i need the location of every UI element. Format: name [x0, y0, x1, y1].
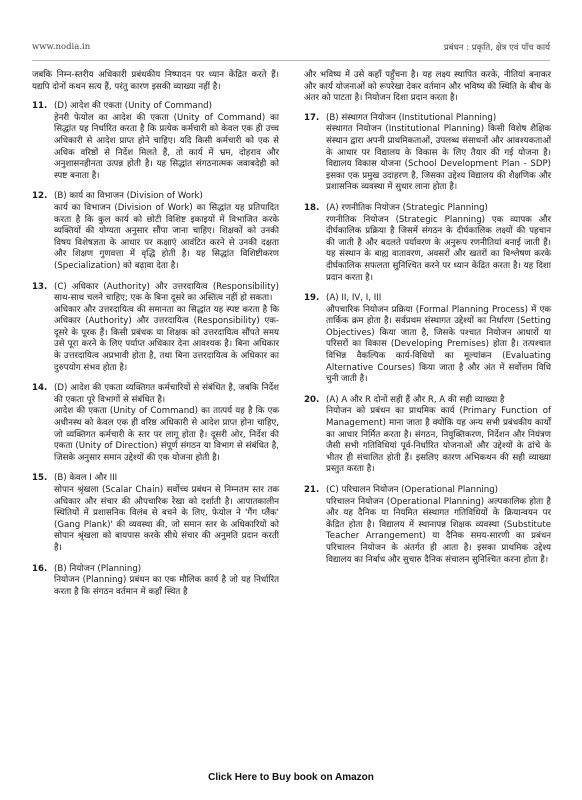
chapter-title: प्रबंधन : प्रकृति, क्षेत्र एवं पाँच कार्य	[443, 42, 550, 53]
continued-paragraph: और भविष्य में उसे कहाँ पहुँचना है। यह लक्ष्य स्थापित करके, नीतियां बनाकर और कार्य योजनाओं को रूपरेखा देकर वर्तमान और भविष्य की स्थिति के बीच के अंतर को पाटता है। नियोजन दिशा प्रदान करता है।	[304, 70, 551, 104]
answer-item	[304, 485, 551, 566]
answer-item	[304, 395, 551, 476]
answer-option: (B) केवल I और III	[54, 473, 118, 484]
answer-item	[304, 293, 551, 386]
answer-body	[54, 473, 279, 554]
answer-body	[326, 293, 551, 386]
answer-explanation: संस्थागत नियोजन (Institutional Planning) किसी विशेष शैक्षिक संस्थान द्वारा अपनी प्राथमिकताओं, उपलब्ध संसाधनों और आवश्यकताओं के आधार पर विद्यालय के विकास के लिए तैयार की गई योजना है। विद्यालय विकास योजना (School Development Plan - SDP) इसका एक प्रमुख उदाहरण है, जिसका उद्देश्य विद्यालय की शैक्षणिक और प्रशासनिक व्यवस्था में सुधार लाना होता है।	[326, 124, 551, 193]
buy-book-link[interactable]: Click Here to Buy book on Amazon	[208, 772, 374, 783]
question-number: 16.	[32, 563, 48, 574]
question-number: 11.	[32, 101, 48, 112]
answer-option: (C) परिचालन नियोजन (Operational Planning)	[326, 485, 499, 495]
answer-explanation: परिचालन नियोजन (Operational Planning) अल्पकालिक होता है और यह दैनिक या नियमित संस्थागत गतिविधियों के क्रियान्वयन पर केंद्रित होता है। विद्यालय में स्थानापन्न शिक्षक व्यवस्था (Substitute Teacher Arrangement) या दैनिक समय-सारणी का प्रबंधन परिचालन नियोजन के अंतर्गत ही आता है। इसका प्राथमिक उद्देश्य विद्यालय का निर्बाध और सुचारु दैनिक संचालन सुनिश्चित करना होता है।	[326, 496, 551, 565]
answer-body	[54, 282, 279, 375]
question-number: 17.	[304, 112, 320, 123]
answer-explanation: अधिकार और उत्तरदायित्व की समानता का सिद्धांत यह स्पष्ट करता है कि अधिकार (Authority) और उत्तरदायित्व (Responsibility) एक-दूसरे के पूरक हैं। किसी प्रबंधक या शिक्षक को उत्तरदायित्व सौंपते समय उसे पूरा करने के लिए पर्याप्त अधिकार देना आवश्यक है। बिना अधिकार के उत्तरदायित्व अप्रभावी होता है, तथा बिना उत्तरदायित्व के अधिकार का दुरुपयोग संभव होता है।	[54, 304, 279, 373]
answer-explanation: सोपान श्रृंखला (Scalar Chain) सर्वोच्च प्रबंधन से निम्नतम स्तर तक अधिकार और संचार की औपचारिक रेखा को दर्शाती है। आपातकालीन स्थितियों में प्रशासनिक विलंब से बचने के लिए, फेयोल ने 'गैंग प्लैंक' (Gang Plank)' की व्यवस्था की, जो समान स्तर के अधिकारियों को सोपान श्रृंखला को बायपास करके सीधे संचार की अनुमति प्रदान करती है।	[54, 485, 279, 553]
header-divider	[32, 60, 550, 61]
answer-option: (A) II, IV, I, III	[326, 293, 382, 304]
question-number: 15.	[32, 473, 48, 484]
answer-item	[32, 101, 279, 182]
answer-explanation: हेनरी फेयोल का आदेश की एकता (Unity of Command) का सिद्धांत यह निर्धारित करता है कि प्रत्येक कर्मचारी को केवल एक ही उच्च अधिकारी से आदेश प्राप्त होने चाहिए। यदि किसी कर्मचारी को एक से अधिक वरिष्ठों से निर्देश मिलते हैं, तो कार्य में भ्रम, दोहराव और अनुशासनहीनता उत्पन्न होती है। यह सिद्धांत संगठनात्मक जवाबदेही को स्पष्ट बनाता है।	[54, 112, 279, 181]
answer-option: (C) अधिकार (Authority) और उत्तरदायित्व (Responsibility) साथ-साथ चलने चाहिए; एक के बिना दूसरे का अस्तित्व नहीं हो सकता।	[54, 281, 279, 304]
answer-option: (D) आदेश की एकता व्यक्तिगत कर्मचारियों से संबंधित है, जबकि निर्देश की एकता पूरे विभागों से संबंधित है।	[54, 383, 279, 405]
answer-body	[326, 203, 551, 284]
question-number: 13.	[32, 281, 48, 292]
left-column	[32, 70, 279, 607]
answer-item	[32, 282, 279, 375]
answer-item	[304, 113, 551, 194]
answer-item	[32, 383, 279, 464]
answer-item	[32, 473, 279, 554]
answer-explanation: औपचारिक नियोजन प्रक्रिया (Formal Planning Process) में एक तार्किक क्रम होता है। सर्वप्रथम संस्थागत उद्देश्यों का निर्धारण (Setting Objectives) किया जाता है, जिसके पश्चात नियोजन आधारों या परिसरों का विकास (Developing Premises) होता है। तत्पश्चात विभिन्न वैकल्पिक कार्य-विधियों का मूल्यांकन (Evaluating Alternative Courses) किया जाता है और अंत में सर्वोत्तम विधि चुनी जाती है।	[326, 304, 551, 385]
answer-option: (A) A और R दोनों सही हैं और R, A की सही व्याख्या है	[326, 394, 505, 405]
answer-body	[54, 383, 279, 464]
question-number: 20.	[304, 394, 320, 405]
answer-item	[32, 191, 279, 272]
question-number: 18.	[304, 202, 320, 213]
answer-option: (B) संस्थागत नियोजन (Institutional Planning)	[326, 112, 497, 123]
question-number: 14.	[32, 383, 48, 394]
site-url[interactable]: www.nodia.in	[32, 42, 91, 52]
answer-explanation: रणनीतिक नियोजन (Strategic Planning) एक व्यापक और दीर्घकालिक प्रक्रिया है जिसमें संगठन के दीर्घकालिक लक्ष्यों की पहचान की जाती है और बदलते पर्यावरण के अनुरूप रणनीतियां बनाई जाती हैं। यह संस्थान के बाह्य वातावरण, अवसरों और खतरों का विश्लेषण करके दीर्घकालिक सफलता सुनिश्चित करने पर ध्यान केंद्रित करता है। यह दिशा प्रदान करता है।	[326, 214, 551, 283]
answer-body	[54, 101, 279, 182]
answer-body	[54, 564, 279, 599]
continued-paragraph: जबकि निम्न-स्तरीय अधिकारी प्रबंधकीय निष्पादन पर ध्यान केंद्रित करते हैं। यद्यपि दोनों कथन सत्य हैं, परंतु कारण इसकी व्याख्या नहीं है।	[32, 70, 279, 92]
answer-explanation: नियोजन (Planning) प्रबंधन का एक मौलिक कार्य है जो यह निर्धारित करता है कि संगठन वर्तमान में कहाँ स्थित है	[54, 575, 279, 597]
question-number: 21.	[304, 485, 320, 495]
answer-option: (B) नियोजन (Planning)	[54, 563, 142, 574]
answer-option: (B) कार्य का विभाजन (Division of Work)	[54, 191, 203, 202]
answer-option: (D) आदेश की एकता (Unity of Command)	[54, 101, 212, 112]
right-column	[304, 70, 551, 575]
question-number: 19.	[304, 293, 320, 304]
answer-body	[54, 191, 279, 272]
answer-explanation: नियोजन को प्रबंधन का प्राथमिक कार्य (Primary Function of Management) माना जाता है क्योंकि यह अन्य सभी प्रबंधकीय कार्यों का आधार निर्मित करता है। संगठन, नियुक्तिकरण, निर्देशन और नियंत्रण जैसी सभी गतिविधियां पूर्व-निर्धारित योजनाओं और उद्देश्यों के ढांचे के भीतर ही संचालित होती हैं। इसलिए कारण अभिकथन की सही व्याख्या प्रस्तुत करता है।	[326, 406, 551, 475]
answer-body	[326, 395, 551, 476]
question-number: 12.	[32, 191, 48, 202]
page-header	[32, 40, 550, 54]
answer-option: (A) रणनीतिक नियोजन (Strategic Planning)	[326, 202, 488, 213]
answer-body	[326, 113, 551, 194]
answer-item	[32, 564, 279, 599]
answer-explanation: कार्य का विभाजन (Division of Work) का सिद्धांत यह प्रतिपादित करता है कि कुल कार्य को छोटी विशिष्ट इकाइयों में विभाजित करके व्यक्तियों की योग्यता अनुसार सौंपा जाना चाहिए। शिक्षकों को उनकी विषय विशेषज्ञता के आधार पर कक्षाएं आवंटित करने से उनकी दक्षता और शिक्षण गुणवत्ता में वृद्धि होती है। यह सिद्धांत विशिष्टीकरण (Specialization) को बढ़ावा देता है।	[54, 202, 279, 271]
answer-explanation: आदेश की एकता (Unity of Command) का तात्पर्य यह है कि एक अधीनस्थ को केवल एक ही वरिष्ठ अधिकारी से आदेश प्राप्त होना चाहिए, जो व्यक्तिगत कर्मचारी के स्तर पर लागू होता है। दूसरी ओर, निर्देश की एकता (Unity of Direction) संपूर्ण संगठन या विभाग से संबंधित है, जिसके अनुसार समान उद्देश्यों की एक योजना होती है।	[54, 406, 279, 463]
answer-item	[304, 203, 551, 284]
answer-body	[326, 485, 551, 566]
